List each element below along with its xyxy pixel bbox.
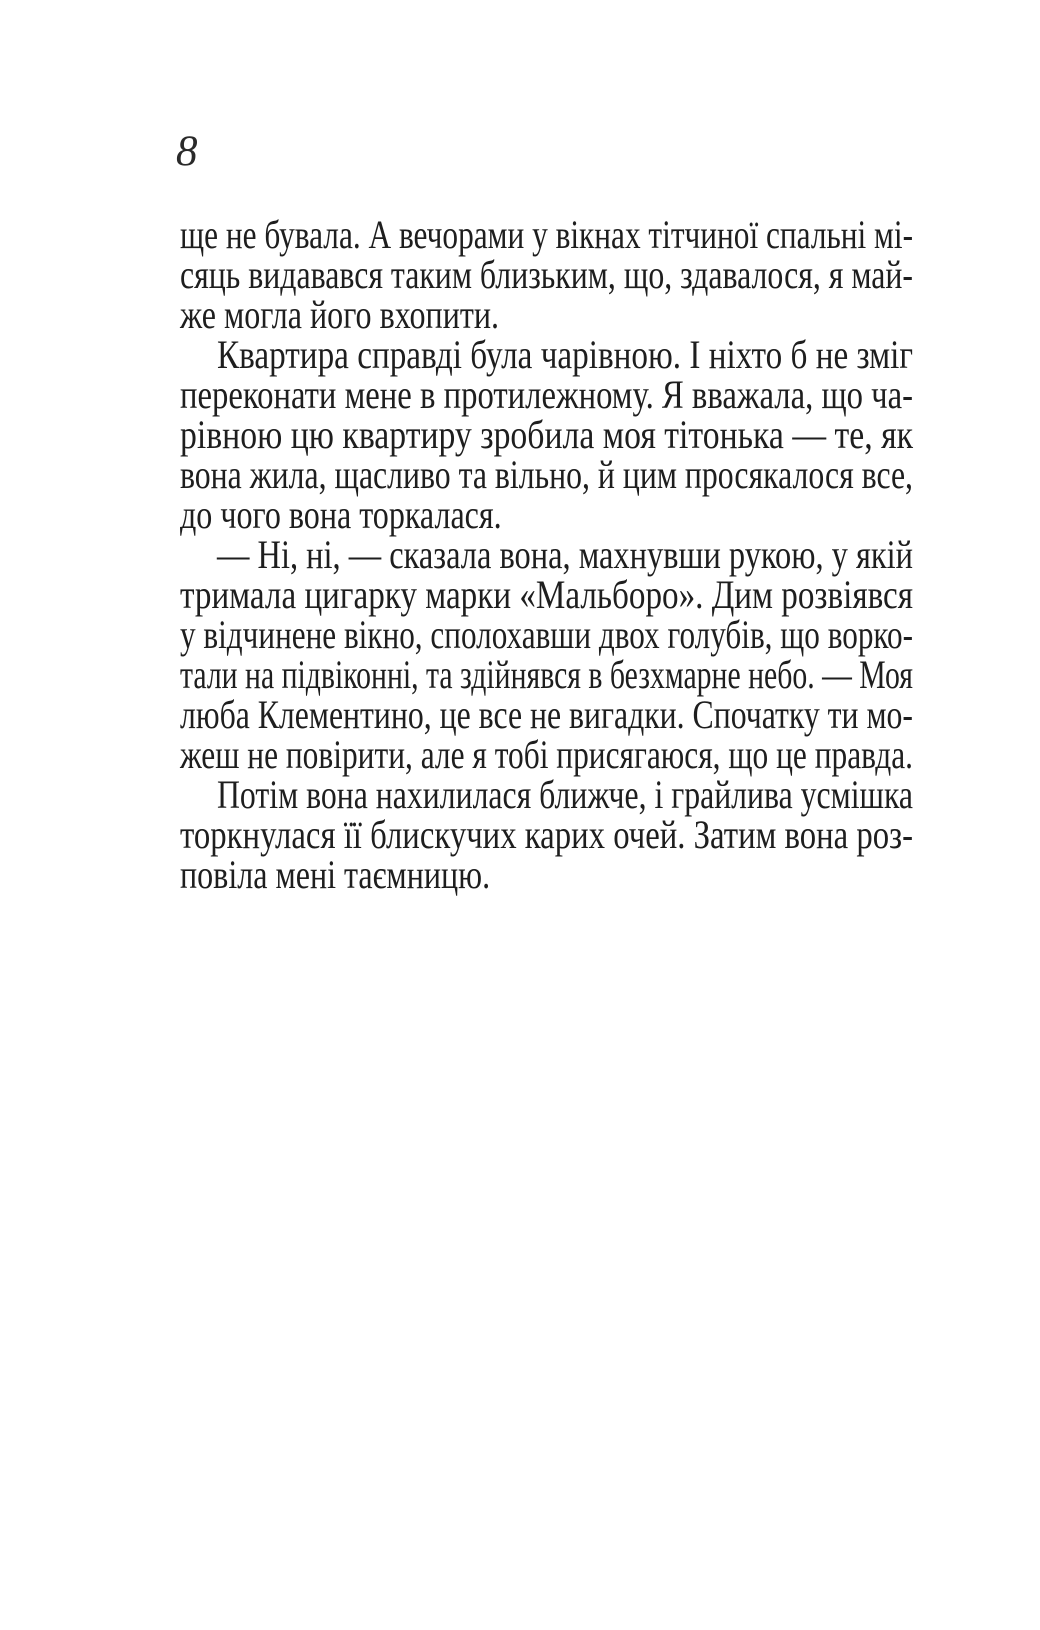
page-number: 8 — [176, 128, 198, 175]
text-line-content: у відчинене вікно, сполохавши двох голубів, що ворко- — [180, 612, 913, 657]
text-line-content: жеш не повірити, але я тобі присягаюся, що це правда. — [180, 732, 913, 777]
text-line — [180, 652, 913, 697]
text-line — [180, 492, 913, 537]
text-line-content: повіла мені таємницю. — [180, 852, 491, 897]
text-line-content: — Ні, ні, — сказала вона, махнувши рукою, у якій — [217, 532, 913, 577]
text-line — [180, 412, 913, 457]
text-line-content: торкнулася її блискучих карих очей. Затим вона роз- — [180, 812, 913, 857]
text-line — [180, 332, 913, 377]
text-line — [180, 532, 913, 577]
text-line-content: Квартира справді була чарівною. І ніхто б не зміг — [217, 332, 913, 377]
text-line-content: вона жила, щасливо та вільно, й цим просякалося все, — [180, 452, 913, 497]
text-line — [180, 252, 913, 297]
text-line — [180, 772, 913, 817]
paragraph — [180, 332, 913, 537]
text-line-content: тали на підвіконні, та здійнявся в безхмарне небо. — Моя — [180, 652, 913, 697]
text-line — [180, 732, 913, 777]
text-line-content: ще не бувала. А вечорами у вікнах тітчиної спальні мі- — [180, 212, 913, 257]
text-line-content: рівною цю квартиру зробила моя тітонька — те, як — [180, 412, 913, 457]
text-line — [180, 372, 913, 417]
body-text — [180, 212, 913, 897]
text-line — [180, 452, 913, 497]
text-line — [180, 612, 913, 657]
text-line-content: люба Клементино, це все не вигадки. Спочатку ти мо- — [180, 692, 913, 737]
text-line — [180, 572, 913, 617]
text-line-content: Потім вона нахилилася ближче, і грайлива усмішка — [217, 772, 913, 817]
paragraph — [180, 212, 913, 337]
text-line-content: переконати мене в протилежному. Я вважала, що ча- — [180, 372, 913, 417]
text-line-content: сяць видавався таким близьким, що, здавалося, я май- — [180, 252, 913, 297]
paragraph — [180, 772, 913, 897]
paragraph — [180, 532, 913, 777]
text-line — [180, 812, 913, 857]
text-line — [180, 212, 913, 257]
text-line — [180, 852, 913, 897]
text-line-content: тримала цигарку марки «Мальборо». Дим розвіявся — [180, 572, 913, 617]
text-line-content: до чого вона торкалася. — [180, 492, 502, 537]
text-line — [180, 692, 913, 737]
text-line-content: же могла його вхопити. — [180, 292, 500, 337]
text-line — [180, 292, 913, 337]
